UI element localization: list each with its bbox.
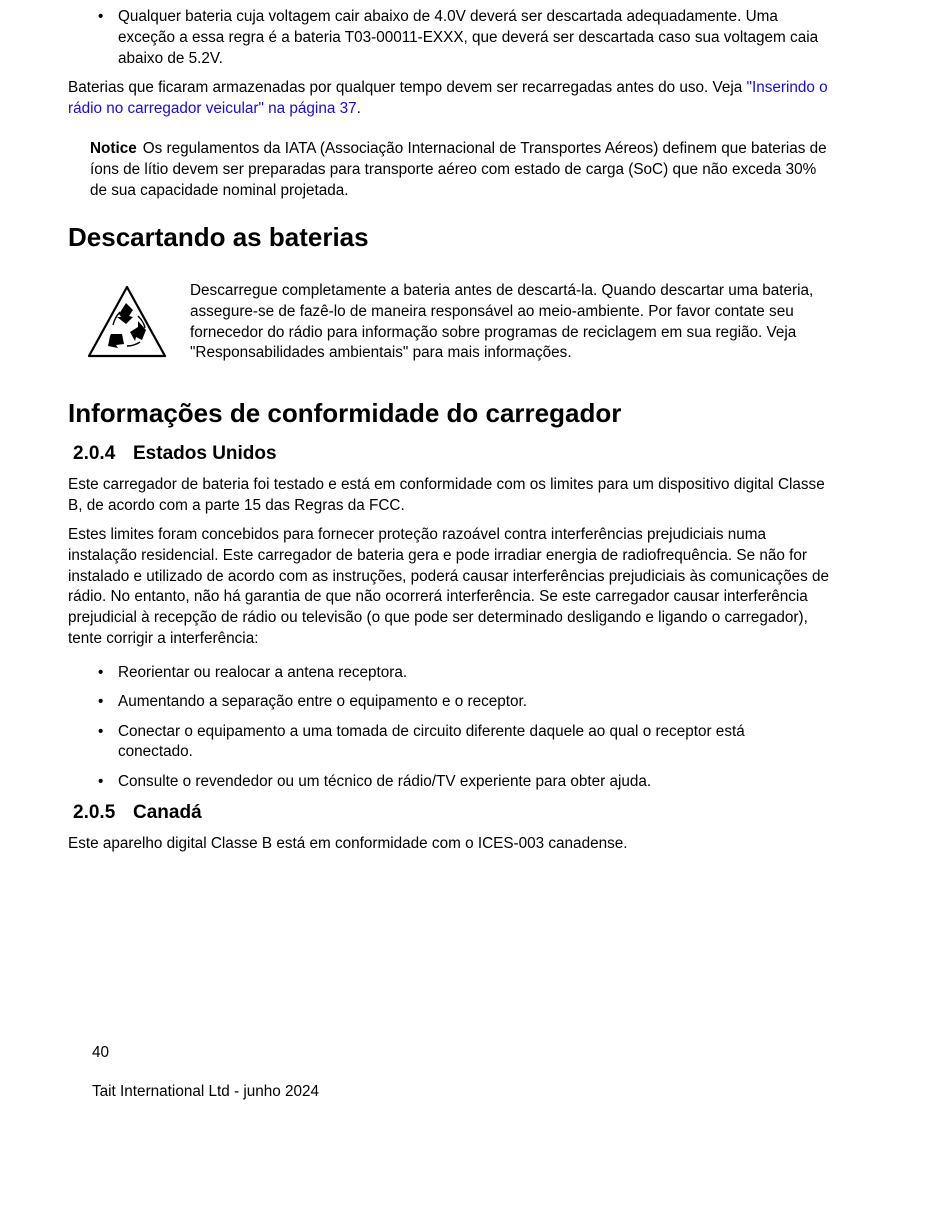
- section-title: Estados Unidos: [133, 443, 277, 464]
- section-title: Canadá: [133, 802, 202, 823]
- us-bullet-list: [68, 663, 838, 792]
- us-paragraph-2: Estes limites foram concebidos para fornecer proteção razoável contra interferências prejudiciais numa instalação residencial. Este carregador de bateria gera e pode irradiar energia de radiofrequência. Se não for instalado e utilizado de acordo com as instruções, poderá causar interferências prejudiciais às comunicações de rádio. No entanto, não há garantia de que não ocorrerá interferência. Se este carregador causar interferência prejudicial à recepção de rádio ou televisão (o que pode ser determinado desligando e ligando o carregador), tente corrigir a interferência:: [68, 526, 830, 647]
- disposal-text: Descarregue completamente a bateria antes de descartá-la. Quando descartar uma bateria, assegure-se de fazê-lo de maneira responsável ao meio-ambiente. Por favor contate seu fornecedor do rádio para informação sobre programas de reciclagem em sua região. Veja "Responsabilidades ambientais" para mais informações.: [190, 282, 814, 362]
- section-number: 2.0.4: [73, 443, 116, 464]
- notice-text: Os regulamentos da IATA (Associação Internacional de Transportes Aéreos) definem que baterias de íons de lítio devem ser preparadas para transporte aéreo com estado de carga (SoC) que não exceda 30% de sua capacidade nominal projetada.: [90, 140, 827, 199]
- notice-paragraph: [90, 139, 830, 201]
- storage-link[interactable]: "Inserindo o rádio no carregador veicular" na página 37: [68, 79, 828, 117]
- storage-text: Baterias que ficaram armazenadas por qualquer tempo devem ser recarregadas antes do uso. Veja: [68, 79, 747, 96]
- disposal-heading: Descartando as baterias: [68, 222, 369, 252]
- us-paragraph-1: Este carregador de bateria foi testado e está em conformidade com os limites para um dispositivo digital Classe B, de acordo com a parte 15 das Regras da FCC.: [68, 476, 825, 514]
- recycle-icon: [86, 284, 168, 360]
- footer-text: Tait International Ltd - junho 2024: [92, 1083, 320, 1100]
- page-number: 40: [92, 1044, 110, 1061]
- storage-paragraph: [68, 78, 848, 120]
- storage-end: .: [356, 99, 361, 117]
- notice-label: Notice: [90, 140, 137, 157]
- list-item: • Consulte o revendedor ou um técnico de rádio/TV experiente para obter ajuda.: [68, 772, 838, 793]
- canada-paragraph: Este aparelho digital Classe B está em conformidade com o ICES-003 canadense.: [68, 835, 628, 852]
- list-item: • Aumentando a separação entre o equipamento e o receptor.: [68, 692, 838, 713]
- canada-section-heading: [73, 801, 202, 825]
- list-item: • Conectar o equipamento a uma tomada de circuito diferente daquele ao qual o receptor está conectado.: [68, 722, 838, 764]
- section-number: 2.0.5: [73, 802, 116, 823]
- list-item: • Reorientar ou realocar a antena receptora.: [68, 663, 838, 684]
- us-section-heading: [73, 442, 277, 466]
- compliance-heading: Informações de conformidade do carregador: [68, 398, 622, 428]
- list-item: • Qualquer bateria cuja voltagem cair abaixo de 4.0V deverá ser descartada adequadamente. Uma exceção a essa regra é a bateria T03-00011-EXXX, que deverá ser descartada caso sua voltagem caia abaixo de 5.2V.: [68, 7, 838, 69]
- top-bullet-list: [68, 7, 838, 69]
